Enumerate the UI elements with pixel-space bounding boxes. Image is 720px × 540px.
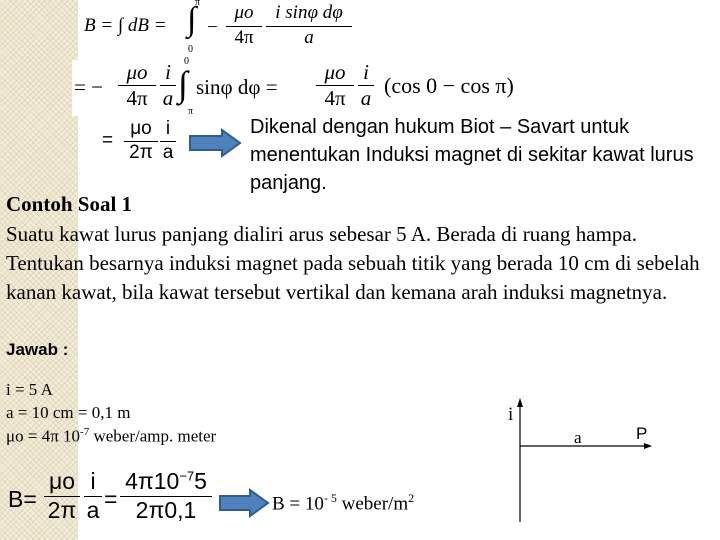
fraction-numerator: i sinφ dφ [275, 2, 343, 23]
fraction-denominator: a [266, 26, 352, 51]
wire-diagram [500, 396, 660, 526]
given-distance: a = 10 cm = 0,1 m [6, 403, 131, 422]
fraction-denominator: a [358, 85, 374, 111]
fraction-numerator [120, 468, 212, 496]
eq1-lhs: B = ∫ dB = [84, 15, 167, 36]
integral-lower-limit: 0 [188, 44, 193, 55]
eq3-equals: = [102, 130, 114, 151]
biot-savart-note: Dikenal dengan hukum Biot – Savart untuk menentukan Induksi magnet di sekitar kawat lurus panjang. [250, 116, 694, 194]
right-arrow-icon [188, 128, 242, 158]
final-lhs: B= [8, 486, 37, 512]
integral-sign: ∫ [187, 1, 197, 38]
fraction-denominator: 2π [124, 141, 158, 165]
final-equals: = [104, 486, 118, 512]
result-unit-exponent: 2 [408, 491, 415, 505]
eq2-equals-minus: = − [74, 75, 103, 99]
integral-upper-limit: π [195, 0, 201, 8]
fraction-denominator: 4π [118, 85, 156, 111]
point-label: P [636, 424, 648, 443]
problem-text: Suatu kawat lurus panjang dialiri arus sebesar 5 A. Berada di ruang hampa. Tentukan besarnya induksi magnet pada sebuah titik yang berada 10 cm di sebelah kanan kawat, bila kawat tersebut vertikal dan kemana arah induksi magnetnya. [6, 222, 700, 304]
fraction-numerator: i [363, 60, 369, 84]
permeability-exponent: -7 [80, 426, 90, 438]
equation-line-1 [80, 0, 352, 58]
fraction-mu-4pi [316, 60, 354, 111]
fraction-mu-2pi [44, 468, 80, 525]
fraction-numerator: μo [324, 60, 346, 84]
fraction-mu-2pi [124, 118, 158, 165]
fraction-denominator: a [160, 141, 176, 165]
answer-label: Jawab : [6, 340, 69, 359]
distance-label: a [574, 428, 582, 447]
cos-difference: (cos 0 − cos π) [384, 73, 514, 98]
fraction-numerator: i [165, 118, 171, 139]
problem-title: Contoh Soal 1 [6, 192, 133, 216]
numerator-base: 4π10 [125, 468, 180, 494]
fraction-mu-4pi [226, 2, 262, 51]
fraction-denominator: 4π [226, 26, 262, 51]
fraction-i-a [160, 60, 176, 111]
fraction-numerator: i [165, 60, 171, 84]
fraction-numerator: μo [126, 60, 148, 84]
current-arrow-icon [517, 398, 523, 407]
right-arrow-icon [218, 488, 270, 518]
fraction-denominator: a [84, 496, 102, 525]
fraction-denominator: 4π [316, 85, 354, 111]
permeability-value: μo = 4π 10 [6, 426, 81, 446]
integral-lower-limit: π [188, 106, 194, 117]
fraction-mu-4pi [118, 60, 156, 111]
result-exponent: - 5 [323, 491, 337, 505]
fraction-numerator: i [90, 468, 96, 494]
equation-line-3 [98, 116, 182, 168]
equation-line-2 [72, 56, 532, 117]
fraction-numerator: μo [234, 2, 254, 23]
given-permeability [6, 426, 216, 447]
integral-upper-limit: 0 [184, 56, 189, 67]
fraction-denominator: 2π [44, 496, 80, 525]
integral-sign: ∫ [178, 64, 188, 104]
final-equation [8, 466, 212, 530]
numerator-tail: 5 [194, 468, 207, 494]
numerator-exponent: −7 [179, 468, 195, 484]
fraction-i-a [358, 60, 374, 111]
minus-sign: − [207, 17, 218, 38]
fraction-numerator: μo [48, 468, 76, 494]
fraction-denominator: 2π0,1 [120, 496, 212, 525]
integrand: sinφ dφ = [196, 75, 278, 99]
fraction-i-a [160, 118, 176, 165]
fraction-numerator: μo [130, 118, 152, 139]
fraction-denominator: a [160, 85, 176, 111]
fraction-i-a [84, 468, 102, 525]
result-unit: weber/m [336, 493, 409, 515]
given-current: i = 5 A [6, 380, 53, 399]
permeability-unit: weber/amp. meter [89, 426, 217, 446]
result-main: B = 10 [272, 493, 324, 515]
current-label: i [508, 404, 514, 425]
result-value [272, 491, 414, 515]
fraction-numeric [120, 468, 212, 525]
fraction-isin-a [266, 2, 352, 51]
